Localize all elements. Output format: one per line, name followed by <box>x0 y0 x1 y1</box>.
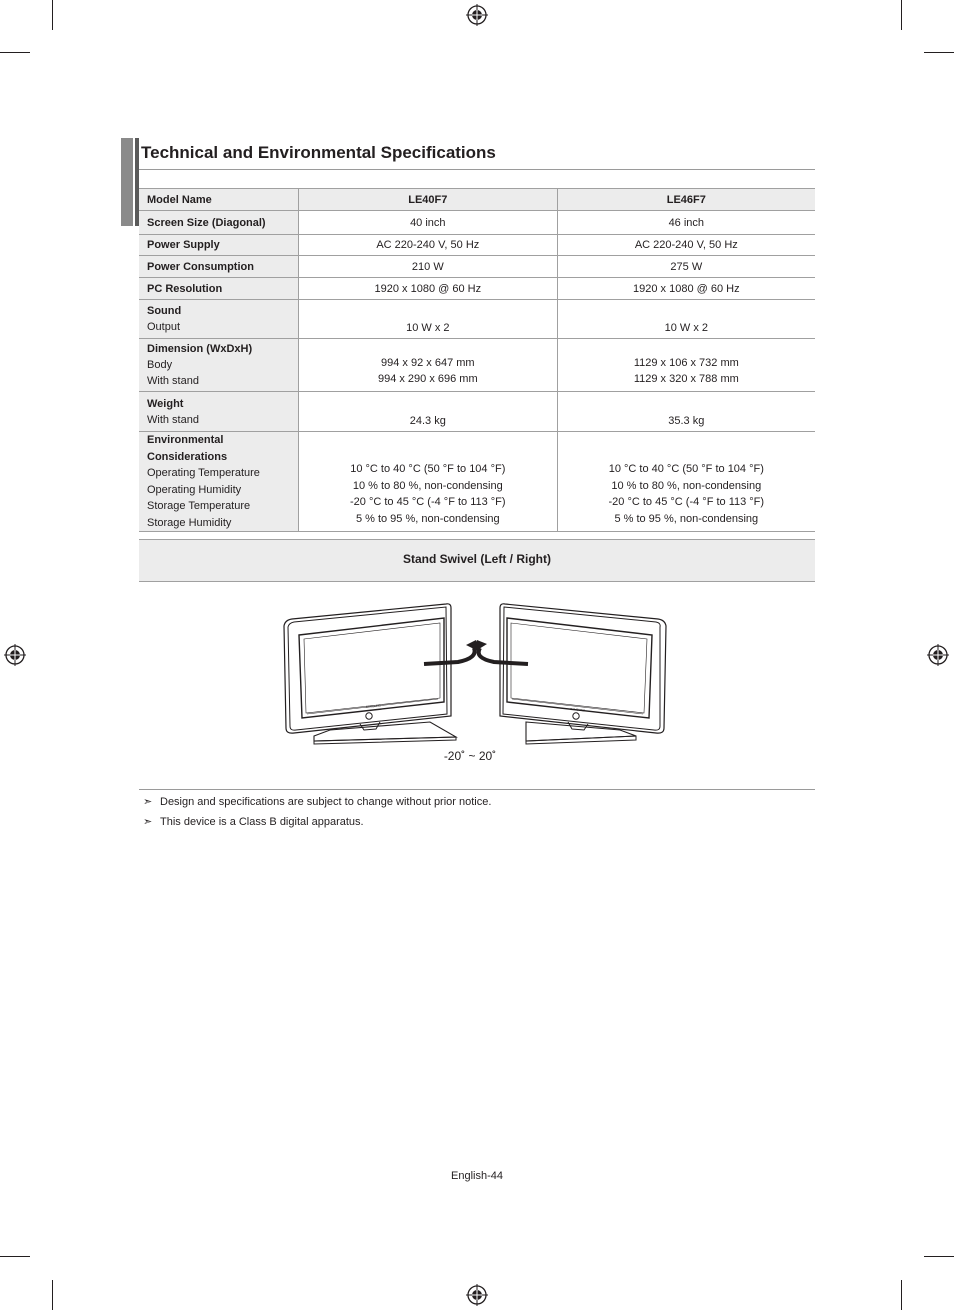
tv-right-icon <box>500 604 666 744</box>
swivel-title: Stand Swivel (Left / Right) <box>402 552 551 566</box>
row-value: 5 % to 95 %, non-condensing <box>355 512 500 525</box>
swivel-arrow-right-icon <box>424 648 475 664</box>
crop-mark <box>924 52 954 53</box>
row-label: Power Consumption <box>147 260 254 273</box>
crop-mark <box>0 52 30 53</box>
row-sublabel: Output <box>147 321 181 333</box>
note-text: Design and specifications are subject to change without prior notice. <box>160 796 492 808</box>
row-value: 1920 x 1080 @ 60 Hz <box>557 278 815 300</box>
row-label: Screen Size (Diagonal) <box>147 216 266 229</box>
row-sublabel: Operating Humidity <box>147 483 242 496</box>
notes-divider <box>139 789 815 790</box>
crop-mark <box>901 0 902 30</box>
header-model-1: LE40F7 <box>299 189 558 211</box>
row-sublabel: Storage Temperature <box>147 500 251 512</box>
row-sublabel: Operating Temperature <box>147 467 260 479</box>
note-arrow-icon: ➣ <box>143 816 153 828</box>
title-divider <box>139 169 815 170</box>
registration-mark-icon <box>927 644 949 666</box>
svg-text:SAMSUNG: SAMSUNG <box>365 703 382 709</box>
row-value: 40 inch <box>299 211 558 235</box>
registration-mark-icon <box>466 1284 488 1306</box>
row-label: Weight <box>147 397 184 410</box>
table-row <box>139 339 815 392</box>
row-value: 35.3 kg <box>557 392 815 432</box>
tv-swivel-illustration <box>280 598 670 748</box>
row-value: 210 W <box>299 256 558 278</box>
page-number: English-44 <box>451 1170 503 1182</box>
registration-mark-icon <box>4 644 26 666</box>
row-sublabel: Body <box>147 359 173 371</box>
table-row <box>139 392 815 432</box>
row-label: Sound <box>147 305 182 317</box>
swivel-section <box>139 539 815 582</box>
crop-mark <box>52 0 53 30</box>
crop-mark <box>0 1256 30 1257</box>
spec-table <box>139 188 815 532</box>
row-value: 1129 x 320 x 788 mm <box>633 373 739 385</box>
row-value: 46 inch <box>557 211 815 235</box>
row-value: 10 °C to 40 °C (50 °F to 104 °F) <box>350 463 506 475</box>
table-row <box>139 278 815 300</box>
swivel-angle: -20˚ ~ 20˚ <box>443 749 497 763</box>
page-title: Technical and Environmental Specifications <box>141 143 496 162</box>
header-model-2: LE46F7 <box>557 189 815 211</box>
row-value: 1920 x 1080 @ 60 Hz <box>299 278 558 300</box>
table-header-row <box>139 189 815 211</box>
row-sublabel: With stand <box>147 375 199 387</box>
table-row <box>139 211 815 235</box>
note-text: This device is a Class B digital apparatus. <box>160 816 364 828</box>
header-label: Model Name <box>139 189 299 211</box>
note-item <box>143 795 491 808</box>
table-row <box>139 432 815 532</box>
table-row <box>139 235 815 256</box>
row-value: 994 x 92 x 647 mm <box>381 357 475 369</box>
row-label: PC Resolution <box>147 282 223 295</box>
row-value: 10 W x 2 <box>299 300 558 339</box>
row-value: -20 °C to 45 °C (-4 °F to 113 °F) <box>350 496 506 508</box>
crop-mark <box>52 1280 53 1310</box>
row-value: 275 W <box>557 256 815 278</box>
row-value: 10 % to 80 %, non-condensing <box>352 479 503 492</box>
row-value: 10 °C to 40 °C (50 °F to 104 °F) <box>608 463 764 475</box>
row-label: Power Supply <box>147 239 220 251</box>
row-label: Environmental Considerations <box>147 434 228 463</box>
row-value: 994 x 290 x 696 mm <box>377 373 478 385</box>
registration-mark-icon <box>466 4 488 26</box>
table-row <box>139 256 815 278</box>
note-item <box>143 815 364 828</box>
row-value: 24.3 kg <box>299 392 558 432</box>
crop-mark <box>924 1256 954 1257</box>
section-marker-bar <box>121 138 135 226</box>
tv-left-icon <box>284 604 456 744</box>
row-sublabel: With stand <box>147 413 199 426</box>
svg-text:SAMSUNG: SAMSUNG <box>569 707 586 713</box>
table-row <box>139 300 815 339</box>
row-value: 1129 x 106 x 732 mm <box>633 357 739 369</box>
row-value: 10 % to 80 %, non-condensing <box>611 479 762 492</box>
row-value: -20 °C to 45 °C (-4 °F to 113 °F) <box>608 496 765 508</box>
row-value: 10 W x 2 <box>557 300 815 339</box>
row-label: Dimension (WxDxH) <box>147 343 253 355</box>
row-sublabel: Storage Humidity <box>147 516 232 529</box>
crop-mark <box>901 1280 902 1310</box>
note-arrow-icon: ➣ <box>143 796 153 808</box>
row-value: AC 220-240 V, 50 Hz <box>299 235 558 256</box>
row-value: 5 % to 95 %, non-condensing <box>614 512 759 525</box>
row-value: AC 220-240 V, 50 Hz <box>557 235 815 256</box>
